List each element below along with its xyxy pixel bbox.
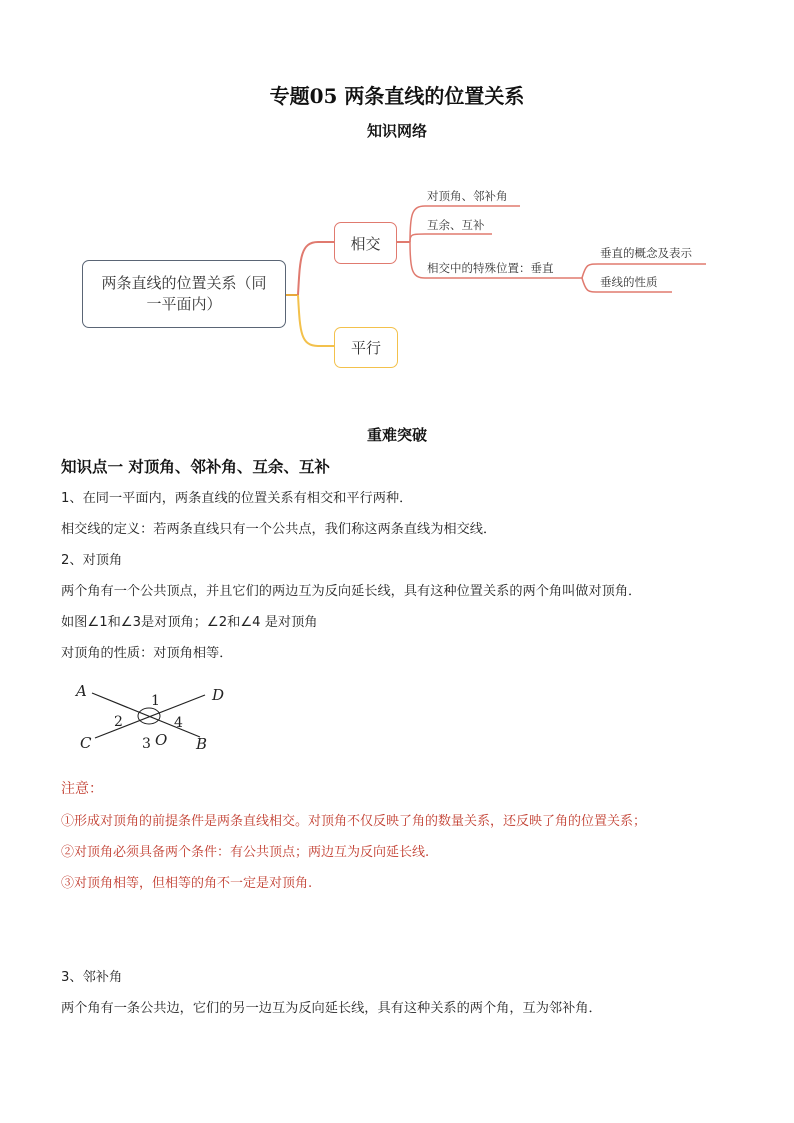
paragraph-6: 对顶角的性质：对顶角相等． [61,646,233,661]
paragraph-2: 相交线的定义：若两条直线只有一个公共点，我们称这两条直线为相交线． [61,522,497,537]
mindmap-leaf-vertical-angles: 对顶角、邻补角 [427,189,508,203]
label-D: D [212,686,225,704]
vertical-angles-figure [70,678,240,758]
paragraph-1: 1、在同一平面内，两条直线的位置关系有相交和平行两种． [61,491,413,506]
mindmap-node-pingxing: 平行 [334,327,398,368]
angle-4-label: 4 [174,715,183,731]
paragraph-4: 两个角有一个公共顶点，并且它们的两边互为反向延长线，具有这种位置关系的两个角叫做对顶角． [61,584,642,599]
section-heading-breakthrough: 重难突破 [366,426,427,444]
mindmap-root-node: 两条直线的位置关系（同一平面内） [82,260,286,328]
label-C: C [80,734,92,752]
mindmap-leaf-complementary: 互余、互补 [427,218,485,232]
paragraph-7: 3、邻补角 [61,970,123,985]
link-leaf2 [410,234,492,242]
page-title: 专题05 两条直线的位置关系 [269,84,525,108]
angle-2-label: 2 [114,714,123,730]
note-2: ②对顶角必须具备两个条件：有公共顶点；两边互为反向延长线. [61,845,430,860]
note-1: ①形成对顶角的前提条件是两条直线相交。对顶角不仅反映了角的数量关系，还反映了角的位置关系； [61,814,647,829]
angle-3-label: 3 [142,736,151,752]
line-AB [92,693,200,737]
link-to-pingxing [298,295,334,346]
angle-1-label: 1 [151,693,160,709]
mindmap-sub-perp-property: 垂线的性质 [600,275,658,289]
label-O: O [155,731,168,749]
paragraph-8: 两个角有一条公共边，它们的另一边互为反向延长线，具有这种关系的两个角，互为邻补角． [61,1001,602,1016]
mindmap-leaf-perpendicular: 相交中的特殊位置：垂直 [427,261,554,275]
section-heading-network: 知识网络 [366,122,427,140]
mindmap-sub-perp-concept: 垂直的概念及表示 [600,246,692,260]
label-B: B [196,735,208,753]
mindmap-node-xiangjiao: 相交 [334,222,397,264]
note-title: 注意： [61,781,103,797]
paragraph-3: 2、对顶角 [61,553,123,568]
label-A: A [76,682,87,700]
note-3: ③对顶角相等，但相等的角不一定是对顶角. [61,876,313,891]
knowledge-point-heading: 知识点一 对顶角、邻补角、互余、互补 [61,457,330,476]
link-to-xiangjiao [298,242,334,295]
paragraph-5: 如图∠1和∠3是对顶角；∠2和∠4 是对顶角 [61,615,318,630]
